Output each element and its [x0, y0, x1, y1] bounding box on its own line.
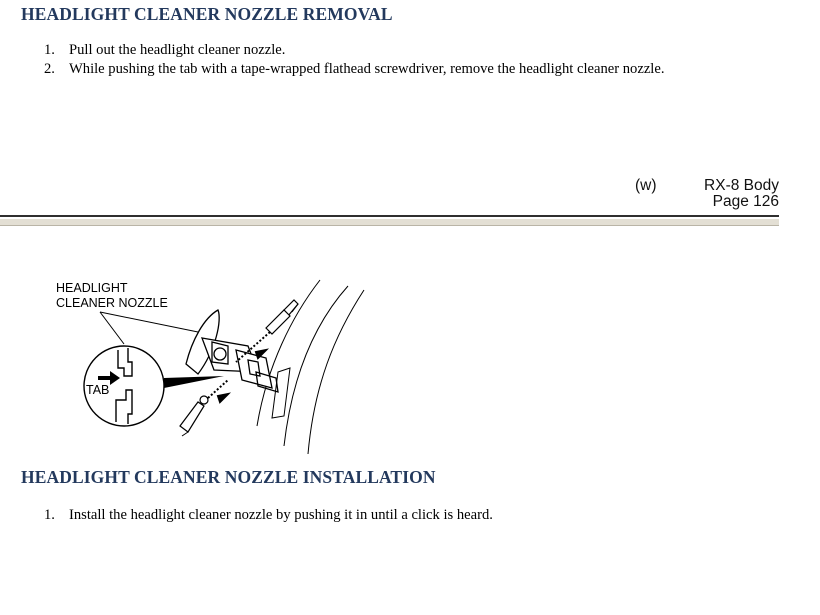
removal-step: [44, 60, 664, 79]
vehicle-body-curves: [257, 280, 364, 454]
step-number: 1.: [44, 42, 55, 58]
figure-label-line2: CLEANER NOZZLE: [56, 296, 168, 310]
step-number: 1.: [44, 507, 55, 523]
removal-steps-list: [44, 41, 664, 79]
step-number: 2.: [44, 61, 55, 77]
figure-label-line1: HEADLIGHT: [56, 281, 128, 295]
tab-label: TAB: [86, 383, 110, 397]
leader-line-nozzle: [100, 312, 198, 332]
page-divider: [0, 215, 779, 217]
installation-steps-list: [44, 506, 493, 525]
book-title: RX-8 Body: [704, 177, 779, 194]
removal-step: [44, 41, 664, 60]
leader-line-detail: [100, 312, 124, 344]
step-text: Install the headlight cleaner nozzle by pushing it in until a click is heard.: [69, 507, 493, 523]
removal-heading: HEADLIGHT CLEANER NOZZLE REMOVAL: [21, 4, 393, 24]
installation-heading: HEADLIGHT CLEANER NOZZLE INSTALLATION: [21, 467, 436, 487]
detail-pointer: [164, 376, 224, 388]
page-code: (w): [635, 177, 657, 194]
screwdriver-upper: [236, 300, 298, 362]
nozzle-removal-illustration: [52, 276, 370, 456]
installation-step: [44, 506, 493, 525]
page-number: Page 126: [712, 193, 779, 210]
step-text: Pull out the headlight cleaner nozzle.: [69, 42, 286, 58]
screwdriver-lower: [180, 380, 228, 436]
tab-detail-circle: [84, 346, 164, 426]
step-text: While pushing the tab with a tape-wrapped flathead screwdriver, remove the headlight cleaner nozzle.: [69, 61, 665, 77]
page-divider-edge: [0, 225, 779, 226]
